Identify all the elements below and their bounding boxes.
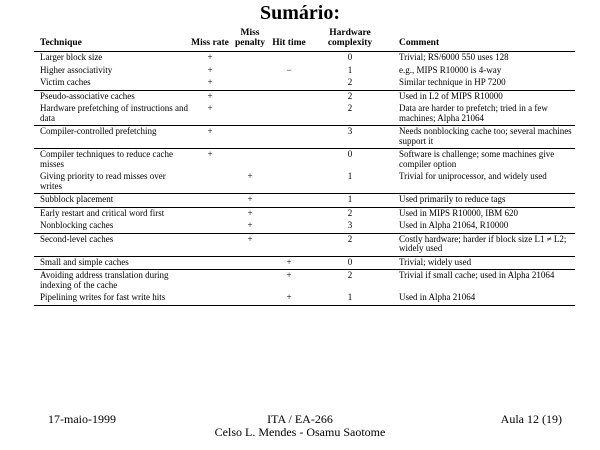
table-row [34,171,575,194]
miss-penalty-cell [229,149,271,172]
comment-cell: Similar technique in HP 7200 [399,77,506,87]
technique-cell: Victim caches [40,77,91,87]
comment-cell: Used in MIPS R10000, IBM 620 [393,207,575,220]
summary-table [34,26,575,306]
miss-penalty-cell [229,270,271,293]
technique-cell: Avoiding address translation during indexing of the cache [34,270,191,293]
comment-cell: Used in L2 of MIPS R10000 [393,90,575,103]
summary-table-container [34,26,575,306]
header-miss-penalty: Miss penalty [229,26,271,52]
comment-cell: Used in Alpha 21064, R10000 [399,220,509,230]
hit-time-cell [271,233,307,256]
miss-penalty-cell [229,126,271,149]
technique-cell: Larger block size [40,52,103,62]
miss-rate-cell [191,233,229,256]
miss-rate-cell [191,194,229,208]
miss-penalty-cell: + [247,171,253,181]
technique-cell: Second-level caches [34,233,191,256]
hardware-complexity-cell: 2 [307,233,393,256]
comment-cell: Trivial; widely used [393,256,575,270]
hardware-complexity-cell: 2 [347,77,353,87]
table-row [34,270,575,293]
comment-cell: Software is challenge; some machines give compiler option [393,149,575,172]
miss-rate-cell: + [207,103,213,113]
table-row [34,233,575,256]
table-row [34,90,575,103]
miss-penalty-cell [229,77,271,90]
table-row [34,220,575,233]
hit-time-cell [271,103,307,126]
hit-time-cell [271,126,307,149]
table-row [34,52,575,65]
comment-cell: Trivial if small cache; used in Alpha 21064 [393,270,575,293]
technique-cell: Small and simple caches [34,256,191,270]
technique-cell: Early restart and critical word first [34,207,191,220]
technique-cell: Nonblocking caches [40,220,114,230]
miss-rate-cell [191,220,229,233]
table-row [34,77,575,90]
hit-time-cell: + [271,292,307,305]
miss-rate-cell: + [207,52,213,62]
technique-cell: Higher associativity [40,64,113,75]
comment-cell: Needs nonblocking cache too; several machines support it [393,126,575,149]
hardware-complexity-cell: 2 [307,207,393,220]
hit-time-cell: + [271,270,307,293]
technique-cell: Subblock placement [34,194,191,208]
miss-penalty-cell: + [229,233,271,256]
comment-cell: e.g., MIPS R10000 is 4-way [399,64,502,75]
technique-cell: Pipelining writes for fast write hits [34,292,191,305]
table-row [34,292,575,305]
comment-cell: Used primarily to reduce tags [393,194,575,208]
table-body [34,52,575,306]
table-row [34,149,575,172]
comment-cell: Used in Alpha 21064 [393,292,575,305]
miss-rate-cell: + [207,64,213,75]
miss-rate-cell [191,171,229,194]
footer-course: ITA / EA-266 [267,412,333,426]
miss-penalty-cell [229,65,271,78]
technique-cell: Hardware prefetching of instructions and data [40,103,188,123]
footer-page-number: Aula 12 (19) [500,412,562,426]
hit-time-cell: + [271,256,307,270]
technique-cell: Giving priority to read misses over writes [40,171,166,191]
table-row [34,207,575,220]
table-row [34,256,575,270]
header-miss-rate: Miss rate [191,26,229,52]
table-header-row [34,26,575,52]
hit-time-cell [271,171,307,194]
table-row [34,126,575,149]
header-hit-time: Hit time [271,26,307,52]
miss-penalty-cell [229,52,271,65]
hit-time-cell [271,77,307,90]
miss-penalty-cell: + [229,207,271,220]
header-technique: Technique [34,26,191,52]
hardware-complexity-cell: 2 [307,90,393,103]
header-hardware-complexity: Hardware complexity [307,26,393,52]
header-comment: Comment [393,26,575,52]
hardware-complexity-cell: 3 [347,220,353,230]
hit-time-cell [271,220,307,233]
hardware-complexity-cell: 1 [307,194,393,208]
hardware-complexity-cell: 0 [307,149,393,172]
hit-time-cell [271,149,307,172]
footer-authors: Celso L. Mendes - Osamu Saotome [214,425,386,439]
hardware-complexity-cell: 0 [307,256,393,270]
table-row [34,103,575,126]
hardware-complexity-cell: 1 [307,292,393,305]
hit-time-cell [271,194,307,208]
miss-rate-cell: + [191,149,229,172]
comment-cell: Costly hardware; harder if block size L1 ≠ L2; widely used [393,233,575,256]
miss-penalty-cell [229,103,271,126]
technique-cell: Compiler-controlled prefetching [34,126,191,149]
hit-time-cell [271,90,307,103]
hardware-complexity-cell: 1 [347,171,353,181]
hardware-complexity-cell: 0 [347,52,353,62]
miss-penalty-cell: + [229,194,271,208]
hardware-complexity-cell: 3 [307,126,393,149]
miss-rate-cell [191,292,229,305]
table-row [34,194,575,208]
miss-penalty-cell [229,292,271,305]
hardware-complexity-cell: 1 [347,64,353,75]
technique-cell: Compiler techniques to reduce cache misses [34,149,191,172]
table-row [34,65,575,78]
hit-time-cell: − [286,64,292,75]
miss-rate-cell: + [191,90,229,103]
miss-rate-cell [191,270,229,293]
miss-rate-cell [191,207,229,220]
hardware-complexity-cell: 2 [347,103,353,113]
hardware-complexity-cell: 2 [307,270,393,293]
comment-cell: Trivial for uniprocessor, and widely used [399,171,547,181]
miss-rate-cell: + [207,77,213,87]
footer-date: 17-maio-1999 [48,412,116,426]
miss-rate-cell [191,256,229,270]
miss-rate-cell: + [191,126,229,149]
comment-cell: Trivial; RS/6000 550 uses 128 [399,52,509,62]
technique-cell: Pseudo-associative caches [34,90,191,103]
hit-time-cell [271,207,307,220]
page-title: Sumário: [260,2,340,24]
comment-cell: Data are harder to prefetch; tried in a few machines; Alpha 21064 [399,103,548,123]
hit-time-cell [271,52,307,65]
miss-penalty-cell: + [247,220,253,230]
miss-penalty-cell [229,256,271,270]
miss-penalty-cell [229,90,271,103]
